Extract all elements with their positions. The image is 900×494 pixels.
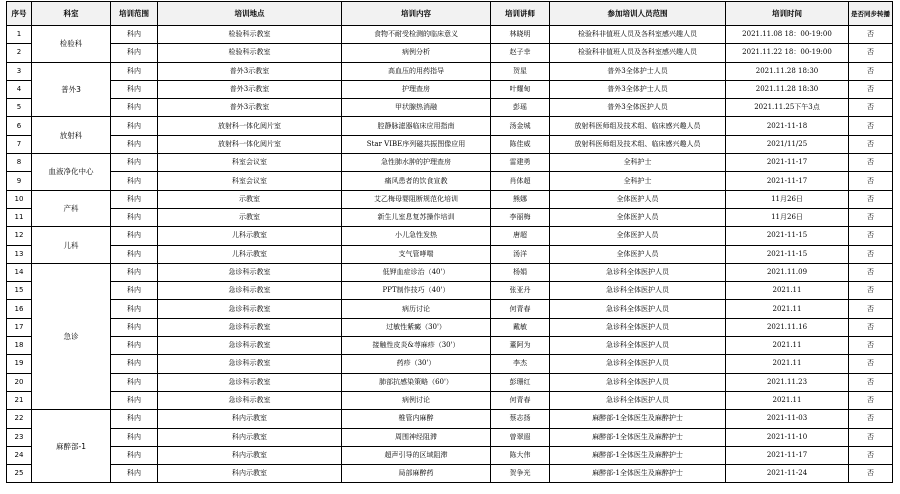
cell-participants: 全科护士: [550, 154, 726, 172]
cell-location: 检验科示教室: [158, 44, 342, 62]
cell-participants: 普外3全体护士人员: [550, 80, 726, 98]
cell-sync: 否: [849, 245, 893, 263]
cell-sync: 否: [849, 80, 893, 98]
cell-scope: 科内: [111, 410, 158, 428]
cell-sync: 否: [849, 227, 893, 245]
cell-seq: 18: [7, 337, 32, 355]
cell-seq: 7: [7, 135, 32, 153]
cell-participants: 全体医护人员: [550, 190, 726, 208]
table-row: [7, 62, 893, 80]
cell-seq: 22: [7, 410, 32, 428]
header-department: 科室: [32, 2, 111, 26]
cell-location: 科内示教室: [158, 428, 342, 446]
table-header: [7, 2, 893, 26]
cell-scope: 科内: [111, 300, 158, 318]
cell-participants: 急诊科全体医护人员: [550, 300, 726, 318]
cell-sync: 否: [849, 172, 893, 190]
table-row: [7, 44, 893, 62]
cell-time: 2021.11: [726, 337, 849, 355]
cell-sync: 否: [849, 99, 893, 117]
cell-seq: 16: [7, 300, 32, 318]
cell-content: 周围神经阻滞: [342, 428, 491, 446]
cell-scope: 科内: [111, 245, 158, 263]
cell-scope: 科内: [111, 337, 158, 355]
cell-content: 食物不耐受检测的临床意义: [342, 26, 491, 44]
cell-participants: 麻醉部-1全体医生及麻醉护士: [550, 410, 726, 428]
cell-location: 急诊科示教室: [158, 300, 342, 318]
cell-time: 2021.11.28 18:30: [726, 80, 849, 98]
cell-seq: 6: [7, 117, 32, 135]
cell-time: 2021.11.28 18:30: [726, 62, 849, 80]
cell-lecturer: 雷建勇: [491, 154, 550, 172]
cell-location: 急诊科示教室: [158, 282, 342, 300]
cell-participants: 麻醉部-1全体医生及麻醉护士: [550, 446, 726, 464]
cell-sync: 否: [849, 300, 893, 318]
cell-sync: 否: [849, 26, 893, 44]
cell-lecturer: 贺争光: [491, 465, 550, 483]
cell-lecturer: 陈佳威: [491, 135, 550, 153]
cell-lecturer: 汤金城: [491, 117, 550, 135]
cell-location: 示教室: [158, 190, 342, 208]
cell-department: 麻醉部-1: [32, 410, 111, 483]
cell-sync: 否: [849, 44, 893, 62]
cell-time: 2021-11-10: [726, 428, 849, 446]
cell-department: 普外3: [32, 62, 111, 117]
cell-sync: 否: [849, 263, 893, 281]
cell-participants: 急诊科全体医护人员: [550, 391, 726, 409]
table-row: [7, 135, 893, 153]
cell-location: 儿科示教室: [158, 227, 342, 245]
cell-lecturer: 叶耀甸: [491, 80, 550, 98]
table-row: [7, 300, 893, 318]
cell-sync: 否: [849, 337, 893, 355]
cell-content: 过敏性紫癜（30'）: [342, 318, 491, 336]
cell-seq: 23: [7, 428, 32, 446]
cell-sync: 否: [849, 410, 893, 428]
cell-location: 普外3示教室: [158, 99, 342, 117]
cell-location: 科室会议室: [158, 154, 342, 172]
header-seq: 序号: [7, 2, 32, 26]
cell-scope: 科内: [111, 44, 158, 62]
cell-location: 急诊科示教室: [158, 337, 342, 355]
cell-location: 急诊科示教室: [158, 373, 342, 391]
cell-time: 2021.11.22 18：00-19:00: [726, 44, 849, 62]
table-row: [7, 227, 893, 245]
cell-participants: 普外3全体护士人员: [550, 62, 726, 80]
cell-content: 肺部抗感染策略（60'）: [342, 373, 491, 391]
cell-content: 病历讨论: [342, 300, 491, 318]
cell-content: 超声引导的区域阻滞: [342, 446, 491, 464]
cell-time: 2021-11-17: [726, 154, 849, 172]
cell-seq: 8: [7, 154, 32, 172]
table-row: [7, 263, 893, 281]
cell-time: 2021.11: [726, 355, 849, 373]
cell-sync: 否: [849, 190, 893, 208]
cell-content: 椎管内麻醉: [342, 410, 491, 428]
cell-seq: 1: [7, 26, 32, 44]
table-row: [7, 282, 893, 300]
cell-scope: 科内: [111, 282, 158, 300]
cell-content: 腔静脉滤器临床应用指南: [342, 117, 491, 135]
table-row: [7, 208, 893, 226]
table-row: [7, 172, 893, 190]
cell-content: 支气管哮喘: [342, 245, 491, 263]
cell-content: 护理查房: [342, 80, 491, 98]
cell-seq: 14: [7, 263, 32, 281]
cell-department: 放射科: [32, 117, 111, 154]
training-schedule-table: [6, 1, 893, 483]
cell-content: PPT制作技巧（40'）: [342, 282, 491, 300]
cell-participants: 全体医护人员: [550, 245, 726, 263]
table-row: [7, 391, 893, 409]
cell-scope: 科内: [111, 208, 158, 226]
cell-time: 2021.11.09: [726, 263, 849, 281]
header-scope: 培训范围: [111, 2, 158, 26]
cell-time: 2021/11/25: [726, 135, 849, 153]
cell-time: 2021-11-15: [726, 227, 849, 245]
cell-participants: 普外3全体医护人员: [550, 99, 726, 117]
cell-participants: 全科护士: [550, 172, 726, 190]
table-row: [7, 99, 893, 117]
cell-lecturer: 戴敏: [491, 318, 550, 336]
header-content: 培训内容: [342, 2, 491, 26]
cell-content: 病例讨论: [342, 391, 491, 409]
cell-seq: 11: [7, 208, 32, 226]
cell-scope: 科内: [111, 190, 158, 208]
cell-scope: 科内: [111, 446, 158, 464]
cell-seq: 4: [7, 80, 32, 98]
cell-seq: 24: [7, 446, 32, 464]
cell-location: 普外3示教室: [158, 62, 342, 80]
table-row: [7, 446, 893, 464]
cell-location: 急诊科示教室: [158, 318, 342, 336]
cell-scope: 科内: [111, 391, 158, 409]
cell-participants: 检验科非值班人员及各科室感兴趣人员: [550, 26, 726, 44]
cell-seq: 19: [7, 355, 32, 373]
cell-content: 局部麻醉药: [342, 465, 491, 483]
cell-lecturer: 张亚丹: [491, 282, 550, 300]
cell-seq: 25: [7, 465, 32, 483]
cell-content: 痛风患者的饮食宣教: [342, 172, 491, 190]
cell-scope: 科内: [111, 135, 158, 153]
cell-time: 2021-11-17: [726, 172, 849, 190]
cell-location: 急诊科示教室: [158, 355, 342, 373]
cell-location: 放射科一体化阅片室: [158, 135, 342, 153]
cell-sync: 否: [849, 446, 893, 464]
table-row: [7, 337, 893, 355]
cell-participants: 麻醉部-1全体医生及麻醉护士: [550, 465, 726, 483]
cell-scope: 科内: [111, 154, 158, 172]
header-participants: 参加培训人员范围: [550, 2, 726, 26]
cell-lecturer: 李丽梅: [491, 208, 550, 226]
cell-sync: 否: [849, 318, 893, 336]
table-row: [7, 410, 893, 428]
cell-department: 儿科: [32, 227, 111, 264]
cell-seq: 13: [7, 245, 32, 263]
cell-sync: 否: [849, 135, 893, 153]
cell-time: 2021-11-03: [726, 410, 849, 428]
cell-scope: 科内: [111, 80, 158, 98]
cell-lecturer: 李杰: [491, 355, 550, 373]
cell-scope: 科内: [111, 26, 158, 44]
cell-lecturer: 肖体超: [491, 172, 550, 190]
cell-content: 新生儿室息复苏操作培训: [342, 208, 491, 226]
cell-participants: 放射科医师组及技术组、临床感兴趣人员: [550, 135, 726, 153]
cell-sync: 否: [849, 154, 893, 172]
table-row: [7, 245, 893, 263]
cell-participants: 急诊科全体医护人员: [550, 318, 726, 336]
cell-sync: 否: [849, 428, 893, 446]
cell-content: 接触性皮炎&荨麻疹（30'）: [342, 337, 491, 355]
cell-scope: 科内: [111, 172, 158, 190]
cell-time: 2021-11-24: [726, 465, 849, 483]
table-row: [7, 117, 893, 135]
cell-time: 2021.11.25下午3点: [726, 99, 849, 117]
cell-location: 科内示教室: [158, 446, 342, 464]
cell-participants: 急诊科全体医护人员: [550, 282, 726, 300]
cell-scope: 科内: [111, 373, 158, 391]
cell-location: 儿科示教室: [158, 245, 342, 263]
cell-location: 检验科示教室: [158, 26, 342, 44]
cell-time: 11月26日: [726, 208, 849, 226]
table-row: [7, 373, 893, 391]
header-row: [7, 2, 893, 26]
cell-scope: 科内: [111, 117, 158, 135]
cell-participants: 急诊科全体医护人员: [550, 337, 726, 355]
cell-sync: 否: [849, 282, 893, 300]
cell-time: 2021.11: [726, 300, 849, 318]
cell-time: 2021.11: [726, 391, 849, 409]
cell-scope: 科内: [111, 318, 158, 336]
cell-content: 病例分析: [342, 44, 491, 62]
cell-lecturer: 何青春: [491, 391, 550, 409]
cell-sync: 否: [849, 117, 893, 135]
cell-location: 急诊科示教室: [158, 263, 342, 281]
table-body: [7, 26, 893, 483]
cell-time: 2021.11.16: [726, 318, 849, 336]
cell-lecturer: 陈大伟: [491, 446, 550, 464]
cell-lecturer: 彭珊红: [491, 373, 550, 391]
cell-lecturer: 董阿为: [491, 337, 550, 355]
table-row: [7, 428, 893, 446]
table-row: [7, 26, 893, 44]
cell-participants: 麻醉部-1全体医生及麻醉护士: [550, 428, 726, 446]
cell-sync: 否: [849, 373, 893, 391]
cell-location: 科内示教室: [158, 410, 342, 428]
header-time: 培训时间: [726, 2, 849, 26]
cell-sync: 否: [849, 391, 893, 409]
cell-seq: 20: [7, 373, 32, 391]
cell-lecturer: 彭瑶: [491, 99, 550, 117]
cell-lecturer: 杨娟: [491, 263, 550, 281]
table-row: [7, 154, 893, 172]
cell-location: 普外3示教室: [158, 80, 342, 98]
cell-seq: 5: [7, 99, 32, 117]
cell-lecturer: 曾翠遐: [491, 428, 550, 446]
cell-content: 高血压的用药指导: [342, 62, 491, 80]
cell-location: 放射科一体化阅片室: [158, 117, 342, 135]
cell-time: 2021-11-18: [726, 117, 849, 135]
cell-location: 急诊科示教室: [158, 391, 342, 409]
cell-sync: 否: [849, 208, 893, 226]
cell-seq: 15: [7, 282, 32, 300]
cell-scope: 科内: [111, 263, 158, 281]
cell-content: Star VIBE序列磁共振图像应用: [342, 135, 491, 153]
cell-location: 科内示教室: [158, 465, 342, 483]
cell-content: 小儿急性发热: [342, 227, 491, 245]
cell-content: 急性肺水肿的护理查房: [342, 154, 491, 172]
cell-content: 低钾血症诊治（40'）: [342, 263, 491, 281]
cell-seq: 2: [7, 44, 32, 62]
cell-location: 科室会议室: [158, 172, 342, 190]
cell-time: 11月26日: [726, 190, 849, 208]
cell-lecturer: 熊娜: [491, 190, 550, 208]
cell-department: 产科: [32, 190, 111, 227]
cell-time: 2021-11-17: [726, 446, 849, 464]
cell-lecturer: 唐超: [491, 227, 550, 245]
cell-seq: 21: [7, 391, 32, 409]
cell-lecturer: 何青春: [491, 300, 550, 318]
cell-department: 急诊: [32, 263, 111, 409]
cell-content: 甲状腺热消融: [342, 99, 491, 117]
table-row: [7, 355, 893, 373]
cell-lecturer: 赵子幸: [491, 44, 550, 62]
cell-seq: 3: [7, 62, 32, 80]
cell-participants: 急诊科全体医护人员: [550, 373, 726, 391]
training-schedule-sheet: [6, 1, 892, 483]
cell-lecturer: 贺星: [491, 62, 550, 80]
cell-scope: 科内: [111, 99, 158, 117]
table-row: [7, 190, 893, 208]
table-row: [7, 465, 893, 483]
cell-time: 2021-11-15: [726, 245, 849, 263]
cell-scope: 科内: [111, 62, 158, 80]
cell-lecturer: 林晓明: [491, 26, 550, 44]
cell-lecturer: 蔡志扬: [491, 410, 550, 428]
cell-scope: 科内: [111, 428, 158, 446]
cell-scope: 科内: [111, 465, 158, 483]
cell-content: 药疹（30'）: [342, 355, 491, 373]
cell-department: 检验科: [32, 26, 111, 63]
header-lecturer: 培训讲师: [491, 2, 550, 26]
cell-participants: 放射科医师组及技术组、临床感兴趣人员: [550, 117, 726, 135]
cell-scope: 科内: [111, 227, 158, 245]
cell-sync: 否: [849, 62, 893, 80]
cell-participants: 急诊科全体医护人员: [550, 263, 726, 281]
table-row: [7, 318, 893, 336]
cell-lecturer: 汤洋: [491, 245, 550, 263]
header-sync: 是否同步转播: [849, 2, 893, 26]
cell-time: 2021.11: [726, 282, 849, 300]
cell-seq: 17: [7, 318, 32, 336]
table-row: [7, 80, 893, 98]
cell-participants: 全体医护人员: [550, 227, 726, 245]
cell-seq: 12: [7, 227, 32, 245]
cell-scope: 科内: [111, 355, 158, 373]
cell-department: 血液净化中心: [32, 154, 111, 191]
cell-location: 示教室: [158, 208, 342, 226]
cell-time: 2021.11.23: [726, 373, 849, 391]
cell-content: 艾乙梅母婴阻断规范化培训: [342, 190, 491, 208]
cell-seq: 9: [7, 172, 32, 190]
cell-time: 2021.11.08 18：00-19:00: [726, 26, 849, 44]
cell-participants: 急诊科全体医护人员: [550, 355, 726, 373]
cell-sync: 否: [849, 465, 893, 483]
cell-participants: 全体医护人员: [550, 208, 726, 226]
cell-seq: 10: [7, 190, 32, 208]
cell-participants: 检验科非值班人员及各科室感兴趣人员: [550, 44, 726, 62]
header-location: 培训地点: [158, 2, 342, 26]
cell-sync: 否: [849, 355, 893, 373]
